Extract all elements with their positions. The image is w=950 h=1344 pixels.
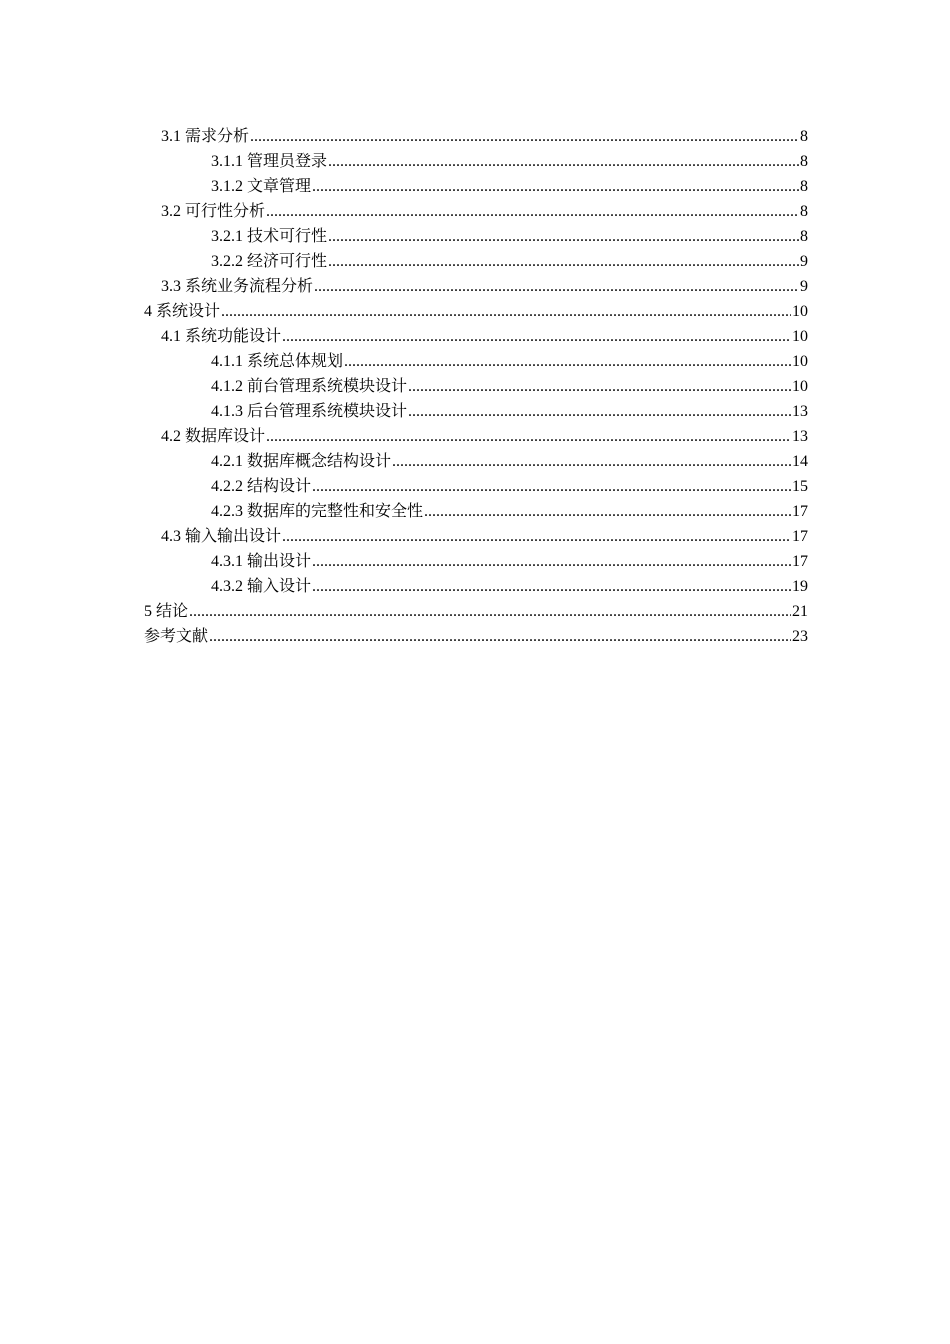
- toc-entry[interactable]: [144, 299, 808, 324]
- toc-entry-page: 8: [800, 228, 808, 245]
- toc-leader-dots: [408, 399, 791, 424]
- toc-leader-dots: [424, 499, 791, 524]
- toc-entry[interactable]: [144, 374, 808, 399]
- toc-entry-page: 21: [792, 603, 808, 620]
- toc-leader-dots: [266, 424, 791, 449]
- toc-entry-title: 4.2.1 数据库概念结构设计: [211, 453, 392, 470]
- toc-leader-dots: [282, 524, 791, 549]
- toc-entry[interactable]: [144, 124, 808, 149]
- toc-entry[interactable]: [144, 424, 808, 449]
- toc-entry[interactable]: [144, 474, 808, 499]
- toc-entry-page: 8: [800, 128, 808, 145]
- toc-leader-dots: [328, 224, 799, 249]
- toc-entry[interactable]: [144, 524, 808, 549]
- toc-entry[interactable]: [144, 149, 808, 174]
- toc-entry[interactable]: [144, 449, 808, 474]
- toc-entry[interactable]: [144, 549, 808, 574]
- toc-leader-dots: [328, 149, 799, 174]
- toc-entry[interactable]: [144, 574, 808, 599]
- toc-entry-page: 17: [792, 503, 808, 520]
- toc-entry-title: 3.3 系统业务流程分析: [161, 278, 314, 295]
- toc-entry[interactable]: [144, 399, 808, 424]
- toc-entry-title: 3.1 需求分析: [161, 128, 250, 145]
- toc-entry-title: 3.1.2 文章管理: [211, 178, 312, 195]
- toc-entry-page: 17: [792, 528, 808, 545]
- toc-entry-title: 4.2.2 结构设计: [211, 478, 312, 495]
- toc-leader-dots: [312, 474, 791, 499]
- toc-entry-page: 8: [800, 153, 808, 170]
- toc-entry-page: 8: [800, 203, 808, 220]
- toc-leader-dots: [221, 299, 791, 324]
- toc-leader-dots: [312, 174, 799, 199]
- toc-entry[interactable]: [144, 624, 808, 649]
- toc-entry-page: 10: [792, 328, 808, 345]
- toc-entry-page: 23: [792, 628, 808, 645]
- toc-entry[interactable]: [144, 324, 808, 349]
- toc-leader-dots: [266, 199, 799, 224]
- toc-leader-dots: [250, 124, 799, 149]
- toc-leader-dots: [312, 549, 791, 574]
- toc-entry-title: 4.3.2 输入设计: [211, 578, 312, 595]
- toc-entry-page: 8: [800, 178, 808, 195]
- toc-entry-title: 4.1 系统功能设计: [161, 328, 282, 345]
- toc-entry[interactable]: [144, 599, 808, 624]
- toc-entry-title: 5 结论: [144, 603, 189, 620]
- toc-entry-page: 19: [792, 578, 808, 595]
- toc-entry-page: 10: [792, 303, 808, 320]
- toc-entry-title: 3.2.2 经济可行性: [211, 253, 328, 270]
- toc-entry-title: 4.1.3 后台管理系统模块设计: [211, 403, 408, 420]
- toc-entry-title: 4.1.1 系统总体规划: [211, 353, 344, 370]
- toc-entry-page: 13: [792, 403, 808, 420]
- toc-entry-page: 10: [792, 378, 808, 395]
- toc-entry-title: 3.1.1 管理员登录: [211, 153, 328, 170]
- toc-leader-dots: [312, 574, 791, 599]
- toc-entry[interactable]: [144, 199, 808, 224]
- toc-entry-title: 3.2.1 技术可行性: [211, 228, 328, 245]
- toc-entry-title: 4.1.2 前台管理系统模块设计: [211, 378, 408, 395]
- toc-entry[interactable]: [144, 224, 808, 249]
- toc-entry-title: 4.3 输入输出设计: [161, 528, 282, 545]
- toc-entry[interactable]: [144, 499, 808, 524]
- toc-entry[interactable]: [144, 174, 808, 199]
- table-of-contents: [144, 124, 808, 649]
- toc-leader-dots: [344, 349, 791, 374]
- toc-entry-page: 17: [792, 553, 808, 570]
- toc-entry-title: 4.2 数据库设计: [161, 428, 266, 445]
- toc-entry[interactable]: [144, 349, 808, 374]
- toc-entry-page: 9: [800, 253, 808, 270]
- toc-leader-dots: [328, 249, 799, 274]
- toc-entry-title: 4.3.1 输出设计: [211, 553, 312, 570]
- toc-entry-page: 15: [792, 478, 808, 495]
- toc-entry[interactable]: [144, 249, 808, 274]
- toc-entry-page: 14: [792, 453, 808, 470]
- toc-entry-page: 10: [792, 353, 808, 370]
- toc-entry-title: 参考文献: [144, 628, 209, 645]
- toc-entry[interactable]: [144, 274, 808, 299]
- toc-entry-page: 13: [792, 428, 808, 445]
- toc-entry-title: 3.2 可行性分析: [161, 203, 266, 220]
- toc-entry-title: 4.2.3 数据库的完整性和安全性: [211, 503, 424, 520]
- toc-entry-page: 9: [800, 278, 808, 295]
- toc-leader-dots: [282, 324, 791, 349]
- toc-leader-dots: [392, 449, 791, 474]
- toc-entry-title: 4 系统设计: [144, 303, 221, 320]
- toc-leader-dots: [314, 274, 799, 299]
- toc-leader-dots: [209, 624, 791, 649]
- toc-leader-dots: [189, 599, 791, 624]
- toc-leader-dots: [408, 374, 791, 399]
